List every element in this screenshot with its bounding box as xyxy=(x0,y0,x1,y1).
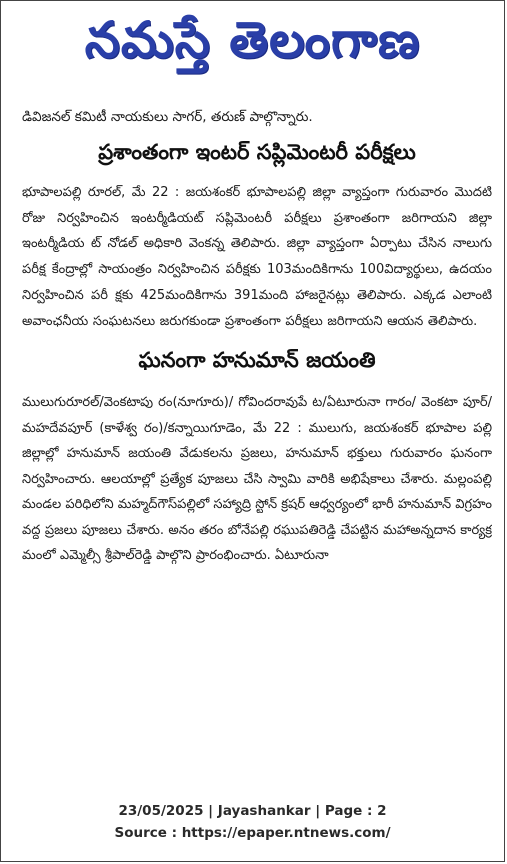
previous-article-tail: డివిజనల్ కమిటీ నాయకులు సాగర్, తరుణ్ పాల్గొన్నారు. xyxy=(22,109,313,125)
clip-cutoff xyxy=(22,774,492,784)
newspaper-logo: నమస్తే తెలంగాణ xyxy=(84,10,421,69)
article1-headline: ప్రశాంతంగా ఇంటర్ సప్లిమెంటరీ పరీక్షలు xyxy=(98,140,416,164)
article2-headline: ఘనంగా హనుమాన్ జయంతి xyxy=(138,348,376,373)
masthead xyxy=(0,0,505,92)
newspaper-clipping xyxy=(22,92,492,784)
footer-date-edition: 23/05/2025 | Jayashankar | Page : 2 xyxy=(118,803,387,819)
clip-footer xyxy=(0,800,505,844)
article1-body: భూపాలపల్లి రూరల్, మే 22 : జయశంకర్ భూపాలపల్లి జిల్లా వ్యాప్తంగా గురువారం మొదటి రోజు నిర్వహించిన ఇంటర్మీడియట్ సప్లిమెంటరీ పరీక్షలు ప్రశాంతంగా జరిగాయని జిల్లా ఇంటర్మీడియ ట్ నోడల్ అధికారి వెంకన్న తెలిపారు. జిల్లా వ్యాప్తంగా ఏర్పాటు చేసిన నాలుగు పరీక్ష కేంద్రాల్లో సాయంత్రం నిర్వహించిన పరీక్షకు 103మందికిగాను 100విద్యార్థులు, ఉదయం నిర్వహించిన పరీ క్షకు 425మందికిగాను 391మంది హాజరైనట్లు తెలిపారు. ఎక్కడ ఎలాంటి అవాంఛనీయ సంఘటనలు జరుగకుండా ప్రశాంతంగా పరీక్షలు జరిగాయని ఆయన తెలిపారు. xyxy=(22,185,492,329)
footer-source: Source : https://epaper.ntnews.com/ xyxy=(114,825,391,841)
article2-body: ములుగురూరల్/వెంకటాపు రం(నూగూరు)/ గోవిందరావుపే ట/ఏటూరునా గారం/ వెంకటా పూర్/మహదేవపూర్ (కాళేశ్వ రం)/కన్నాయిగూడెం, మే 22 : ములుగు, జయశంకర్ భూపాల పల్లి జిల్లాల్లో హనుమాన్ జయంతి వేడుకలను ప్రజలు, హనుమాన్ భక్తులు గురువారం ఘనంగా నిర్వహించారు. ఆలయాల్లో ప్రత్యేక పూజలు చేసి స్వామి వారికి అభిషేకాలు చేశారు. మల్లంపల్లి మండల పరిధిలోని మహ్మద్‌గౌస్‌పల్లిలో సహ్యాద్రి స్టోన్ క్రషర్ ఆధ్వర్యంలో భారీ హనుమాన్ విగ్రహం వద్ద ప్రజలు పూజలు చేశారు. అనం తరం బోనేపల్లి రఘుపతిరెడ్డి చేపట్టిన మహాఅన్నదాన కార్యక్ర మంలో ఎమ్మెల్సీ శ్రీపాల్‌రెడ్డి పాల్గొని ప్రారంభించారు. ఏటూరునా xyxy=(22,395,492,564)
